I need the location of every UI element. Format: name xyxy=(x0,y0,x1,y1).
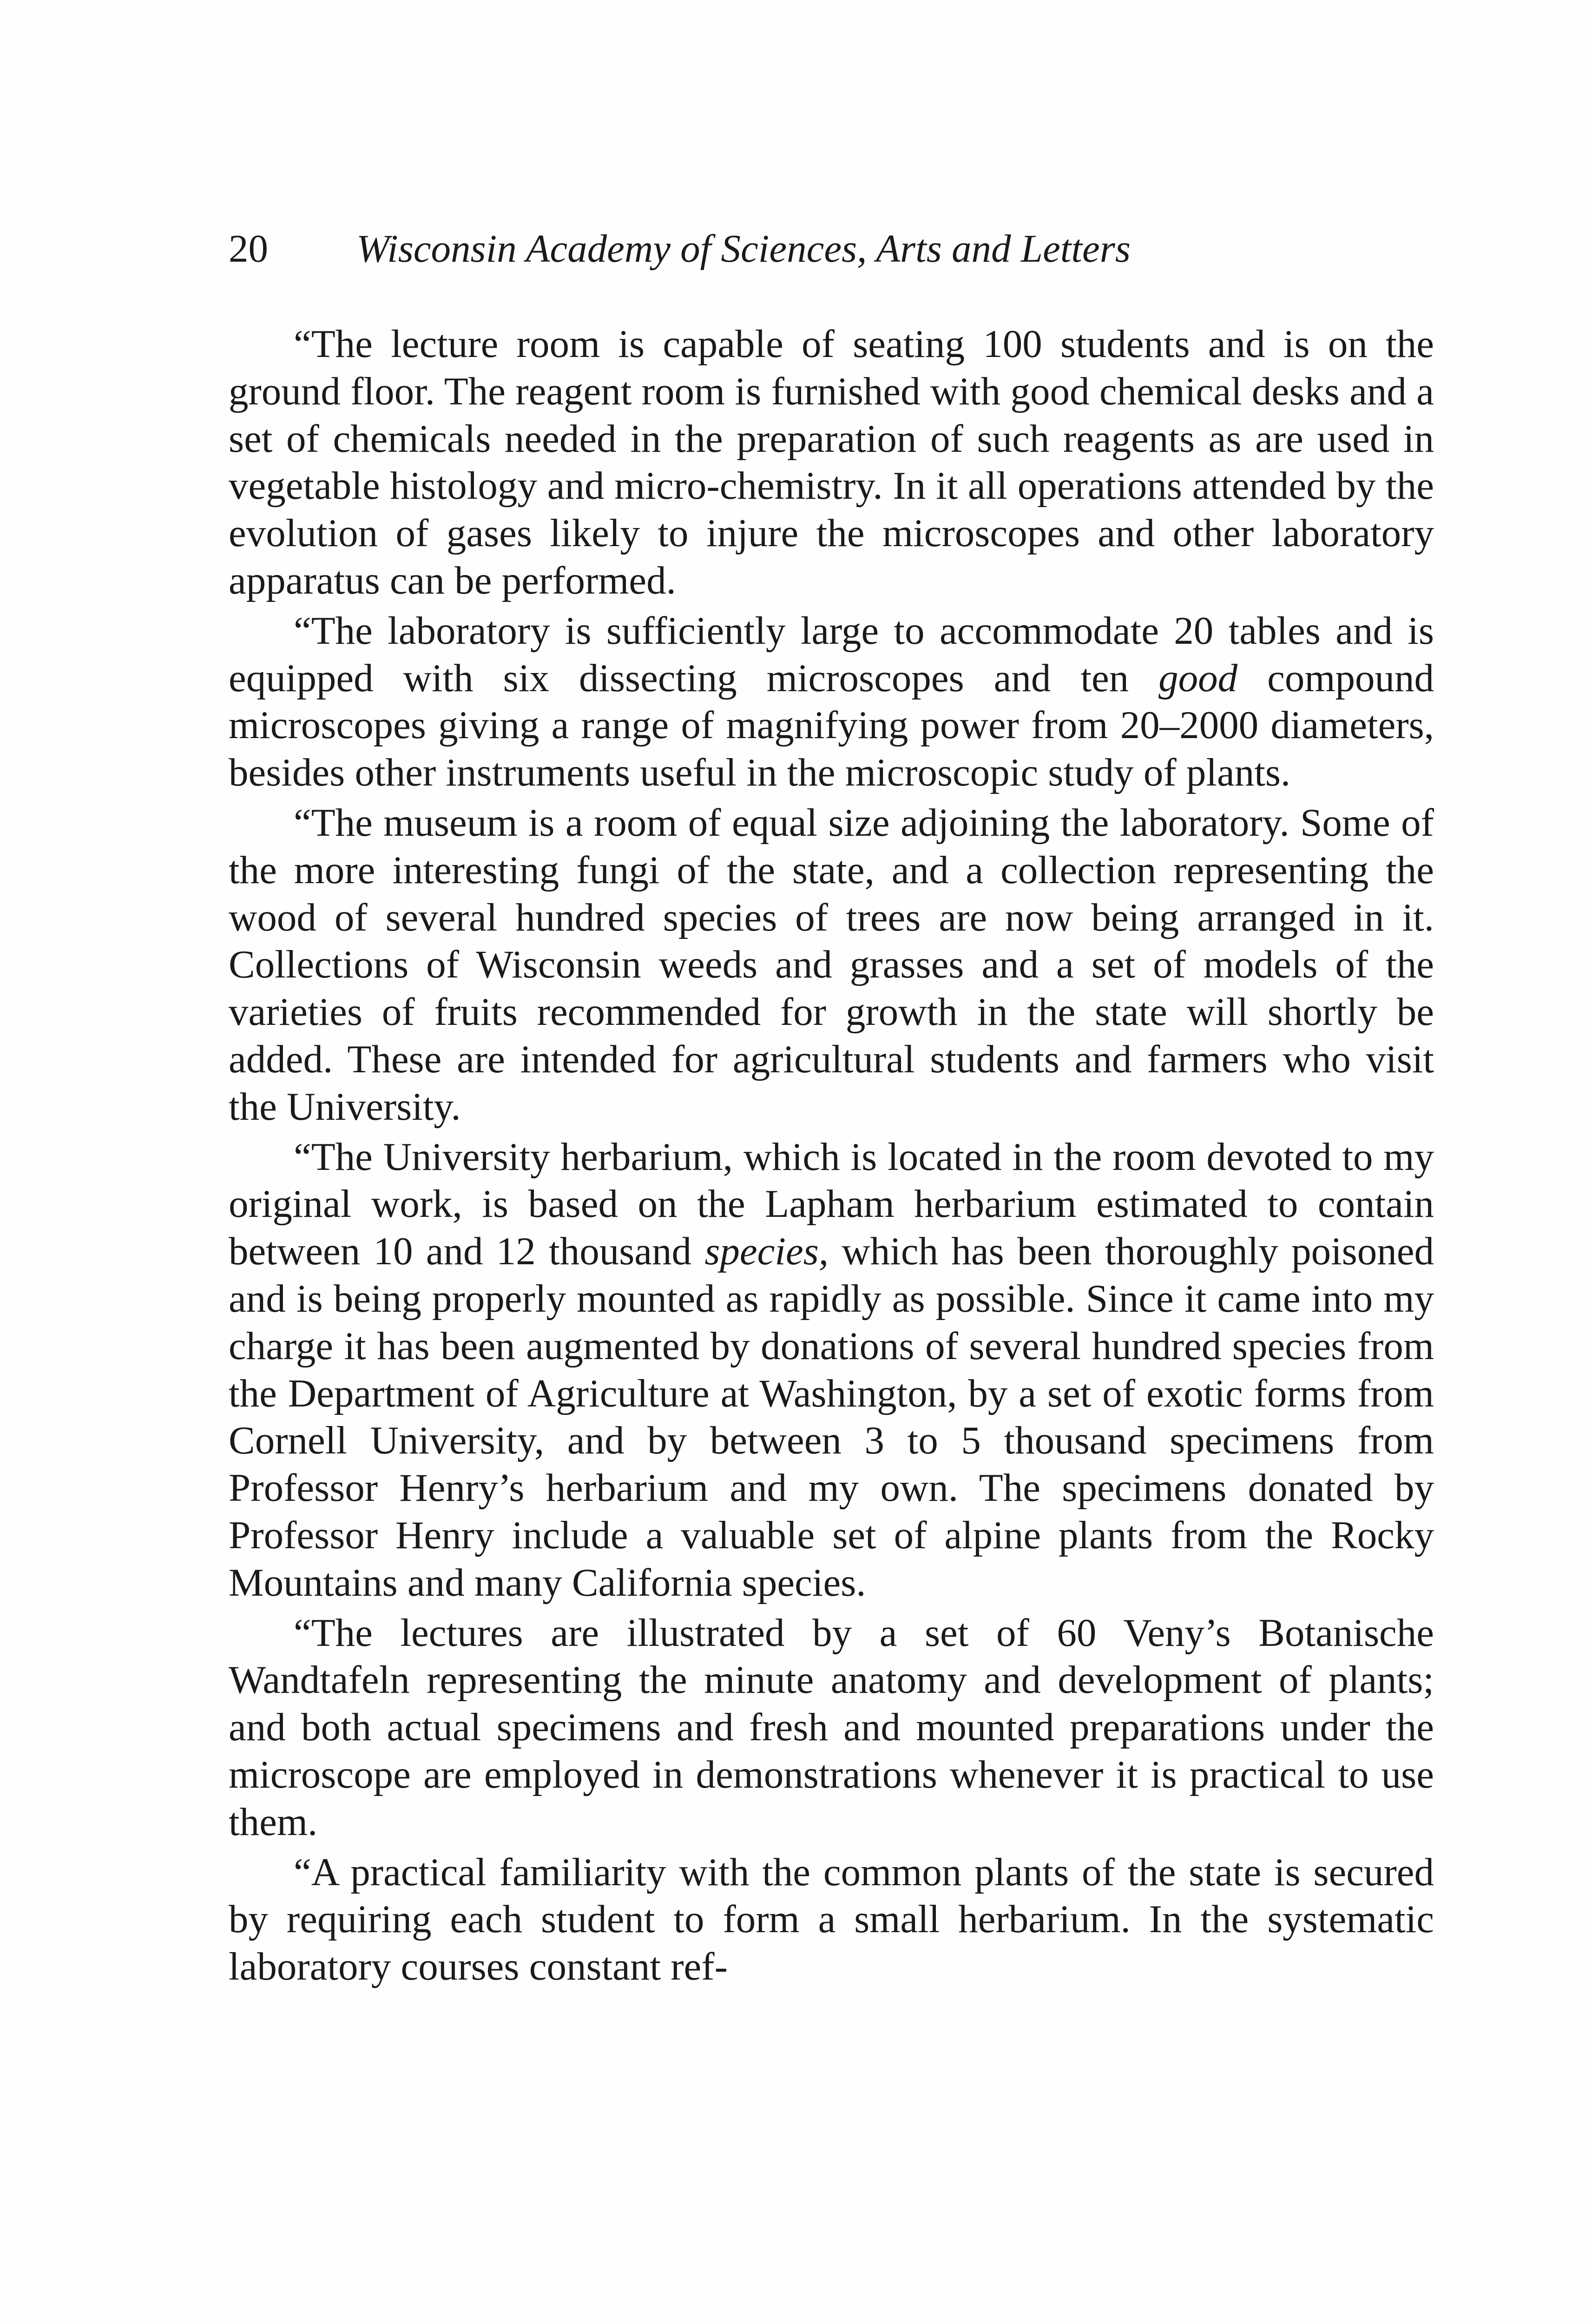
paragraph-text: “The University herbarium, which is located in the room devoted to my original work, is based on the Lapham herbarium estimated to contain between 10 and 12 thousand xyxy=(229,1135,1434,1274)
paragraph-museum: “The museum is a room of equal size adjoining the laboratory. Some of the more interesting fungi of the state, and a collection representing the wood of several hundred species of trees are now being arranged in it. Collections of Wisconsin weeds and grasses and a set of models of the varieties of fruits recommended for growth in the state will shortly be added. These are intended for agricultural students and farmers who visit the University. xyxy=(229,800,1434,1129)
page-number: 20 xyxy=(229,227,268,271)
body-text xyxy=(229,321,1434,1991)
paragraph-text: which has been thoroughly poisoned and is being properly mounted as rapidly as possible. Since it came into my charge it has been augmented by donations of several hundred species from the Department of Agriculture at Washington, by a set of exotic forms from Cornell University, and by between 3 to 5 thousand specimens from Professor Henry’s herbarium and my own. The specimens donated by Professor Henry include a valuable set of alpine plants from the Rocky Mountains and many California species. xyxy=(229,1229,1434,1604)
running-head xyxy=(229,221,1318,286)
paragraph-herbarium xyxy=(229,1134,1434,1607)
paragraph-laboratory xyxy=(229,607,1434,797)
paragraph-lectures: “The lectures are illustrated by a set of 60 Veny’s Botanische Wandtafeln representing the minute anatomy and development of plants; and both actual specimens and fresh and mounted preparations under the microscope are employed in demonstrations whenever it is practical to use them. xyxy=(229,1611,1434,1844)
paragraph-practical-familiarity: “A practical familiarity with the common plants of the state is secured by requiring each student to form a small herbarium. In the systematic laboratory courses constant ref- xyxy=(229,1850,1434,1989)
paragraph-lecture-room: “The lecture room is capable of seating 100 students and is on the ground floor. The reagent room is furnished with good chemical desks and a set of chemicals needed in the preparation of such reagents as are used in vegetable histology and micro-chemistry. In it all operations attended by the evolution of gases likely to injure the microscopes and other laboratory apparatus can be performed. xyxy=(229,322,1434,602)
paragraph-text: “The laboratory is sufficiently large to accommodate 20 tables and is equipped with six dissecting microscopes and ten xyxy=(229,608,1434,700)
journal-title: Wisconsin Academy of Sciences, Arts and Letters xyxy=(356,227,1131,271)
emphasized-word: species, xyxy=(704,1229,829,1274)
paragraph-text: compound microscopes giving a range of magnifying power from 20–2000 diameters, besides other instruments useful in the microscopic study of plants. xyxy=(229,656,1434,795)
emphasized-word: good xyxy=(1158,656,1238,700)
